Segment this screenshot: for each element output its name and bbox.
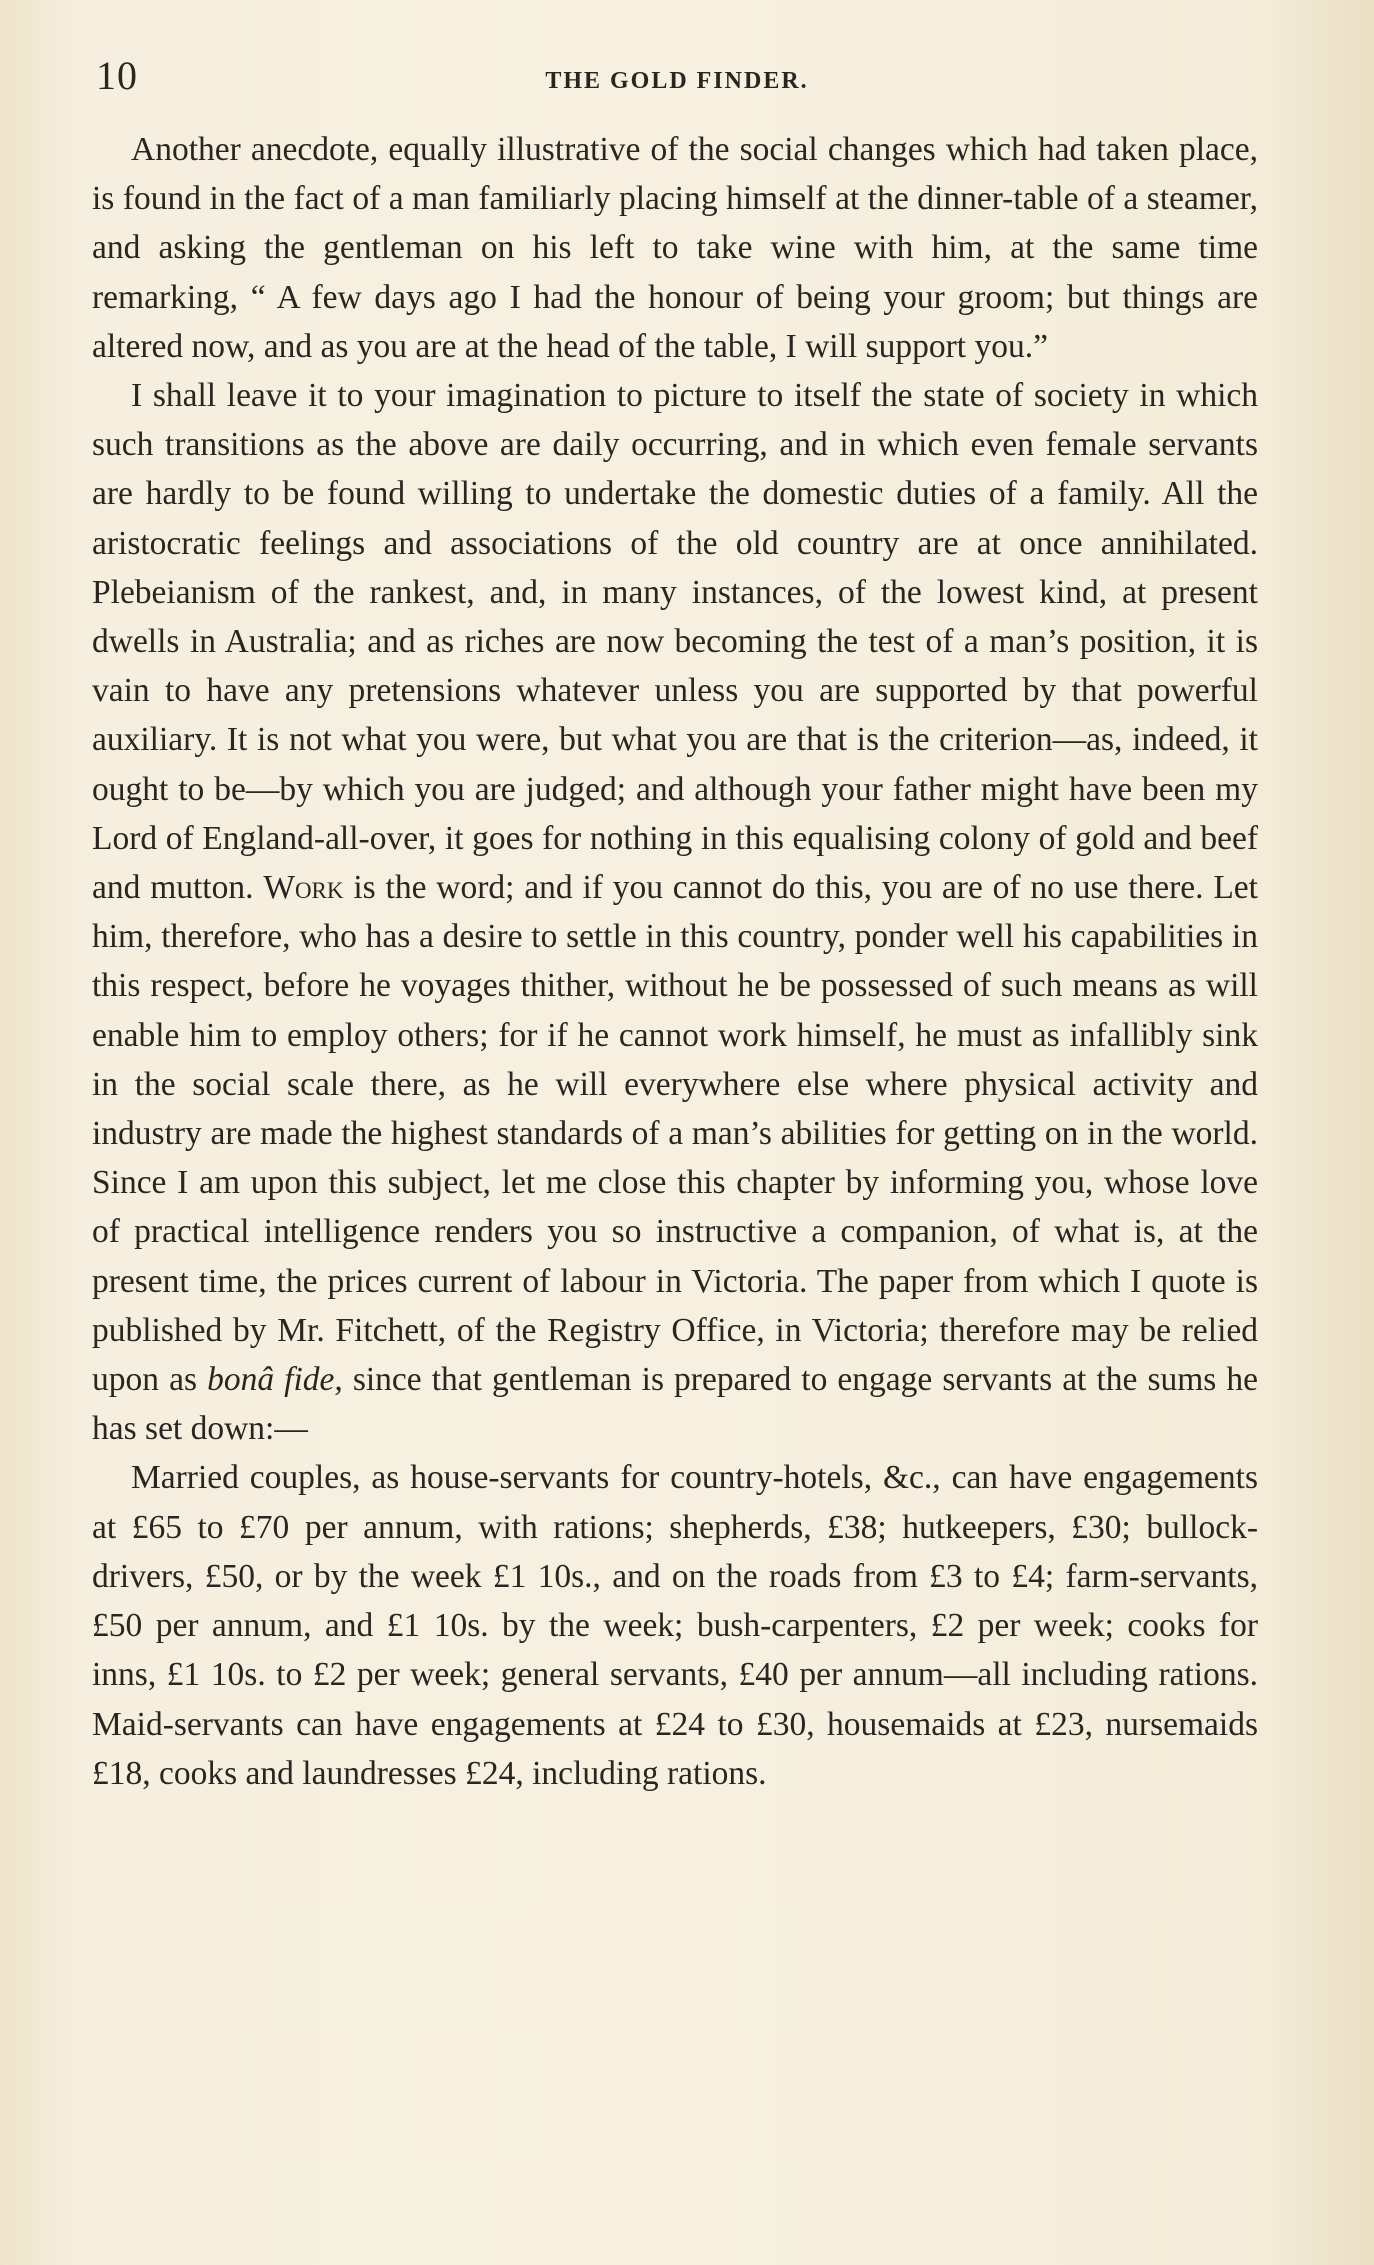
- paragraph-text: Another anecdote, equally illustrative of the social changes which had taken place, is found in the fact of a man familiarly placing himself at the dinner-table of a steamer, and asking the gentleman on his left to take wine with him, at the same time remarking, “ A few days ago I had the honour of being your groom; but things are altered now, and as you are at the head of the table, I will support you.”: [92, 131, 1258, 365]
- paragraph-wages: [92, 1453, 1258, 1797]
- body-text: [92, 125, 1258, 1798]
- paragraph-text: is the word; and if you cannot do this, you are of no use there. Let him, therefore, who has a desire to settle in this country, ponder well his capabilities in this respect, before he voyages thither, without he be possessed of such means as will enable him to employ others; for if he cannot work himself, he must as infallibly sink in the social scale there, as he will everywhere else where physical activity and industry are made the highest standards of a man’s abilities for getting on in the world. Since I am upon this subject, let me close this chapter by informing you, whose love of practical intelligence renders you so instructive a companion, of what is, at the present time, the prices current of labour in Victoria. The paper from which I quote is published by Mr. Fitchett, of the Registry Office, in Victoria; therefore may be relied upon as: [92, 869, 1258, 1399]
- paragraph-text: I shall leave it to your imagination to picture to itself the state of society in which such transitions as the above are daily occurring, and in which even female servants are hardly to be found willing to undertake the domestic duties of a family. All the aristocratic feelings and associations of the old country are at once annihilated. Plebeianism of the rankest, and, in many instances, of the lowest kind, at present dwells in Australia; and as riches are now becoming the test of a man’s position, it is vain to have any pretensions whatever unless you are supported by that powerful auxiliary. It is not what you were, but what you are that is the criterion—as, indeed, it ought to be—by which you are judged; and although your father might have been my Lord of England-all-over, it goes for nothing in this equalising colony of gold and beef and mutton.: [92, 377, 1258, 907]
- running-head: [96, 52, 1258, 112]
- paragraph-society: [92, 371, 1258, 1453]
- paragraph-text: Married couples, as house-servants for country-hotels, &c., can have engagements at £65 to £70 per annum, with rations; shepherds, £38; hutkeepers, £30; bullock-drivers, £50, or by the week £1 10s., and on the roads from £3 to £4; farm-servants, £50 per annum, and £1 10s. by the week; bush-carpenters, £2 per week; cooks for inns, £1 10s. to £2 per week; general servants, £40 per annum—all including rations. Maid-servants can have engagements at £24 to £30, housemaids at £23, nursemaids £18, cooks and laundresses £24, including rations.: [92, 1459, 1258, 1792]
- paragraph-anecdote: [92, 125, 1258, 371]
- italic-phrase: bonâ fide,: [207, 1361, 343, 1399]
- small-caps-word: Work: [263, 869, 344, 907]
- paragraph-text: since that gentleman is prepared to engage servants at the sums he has set down:—: [92, 1361, 1259, 1448]
- page-number: 10: [96, 53, 138, 98]
- running-title: THE GOLD FINDER.: [545, 68, 809, 94]
